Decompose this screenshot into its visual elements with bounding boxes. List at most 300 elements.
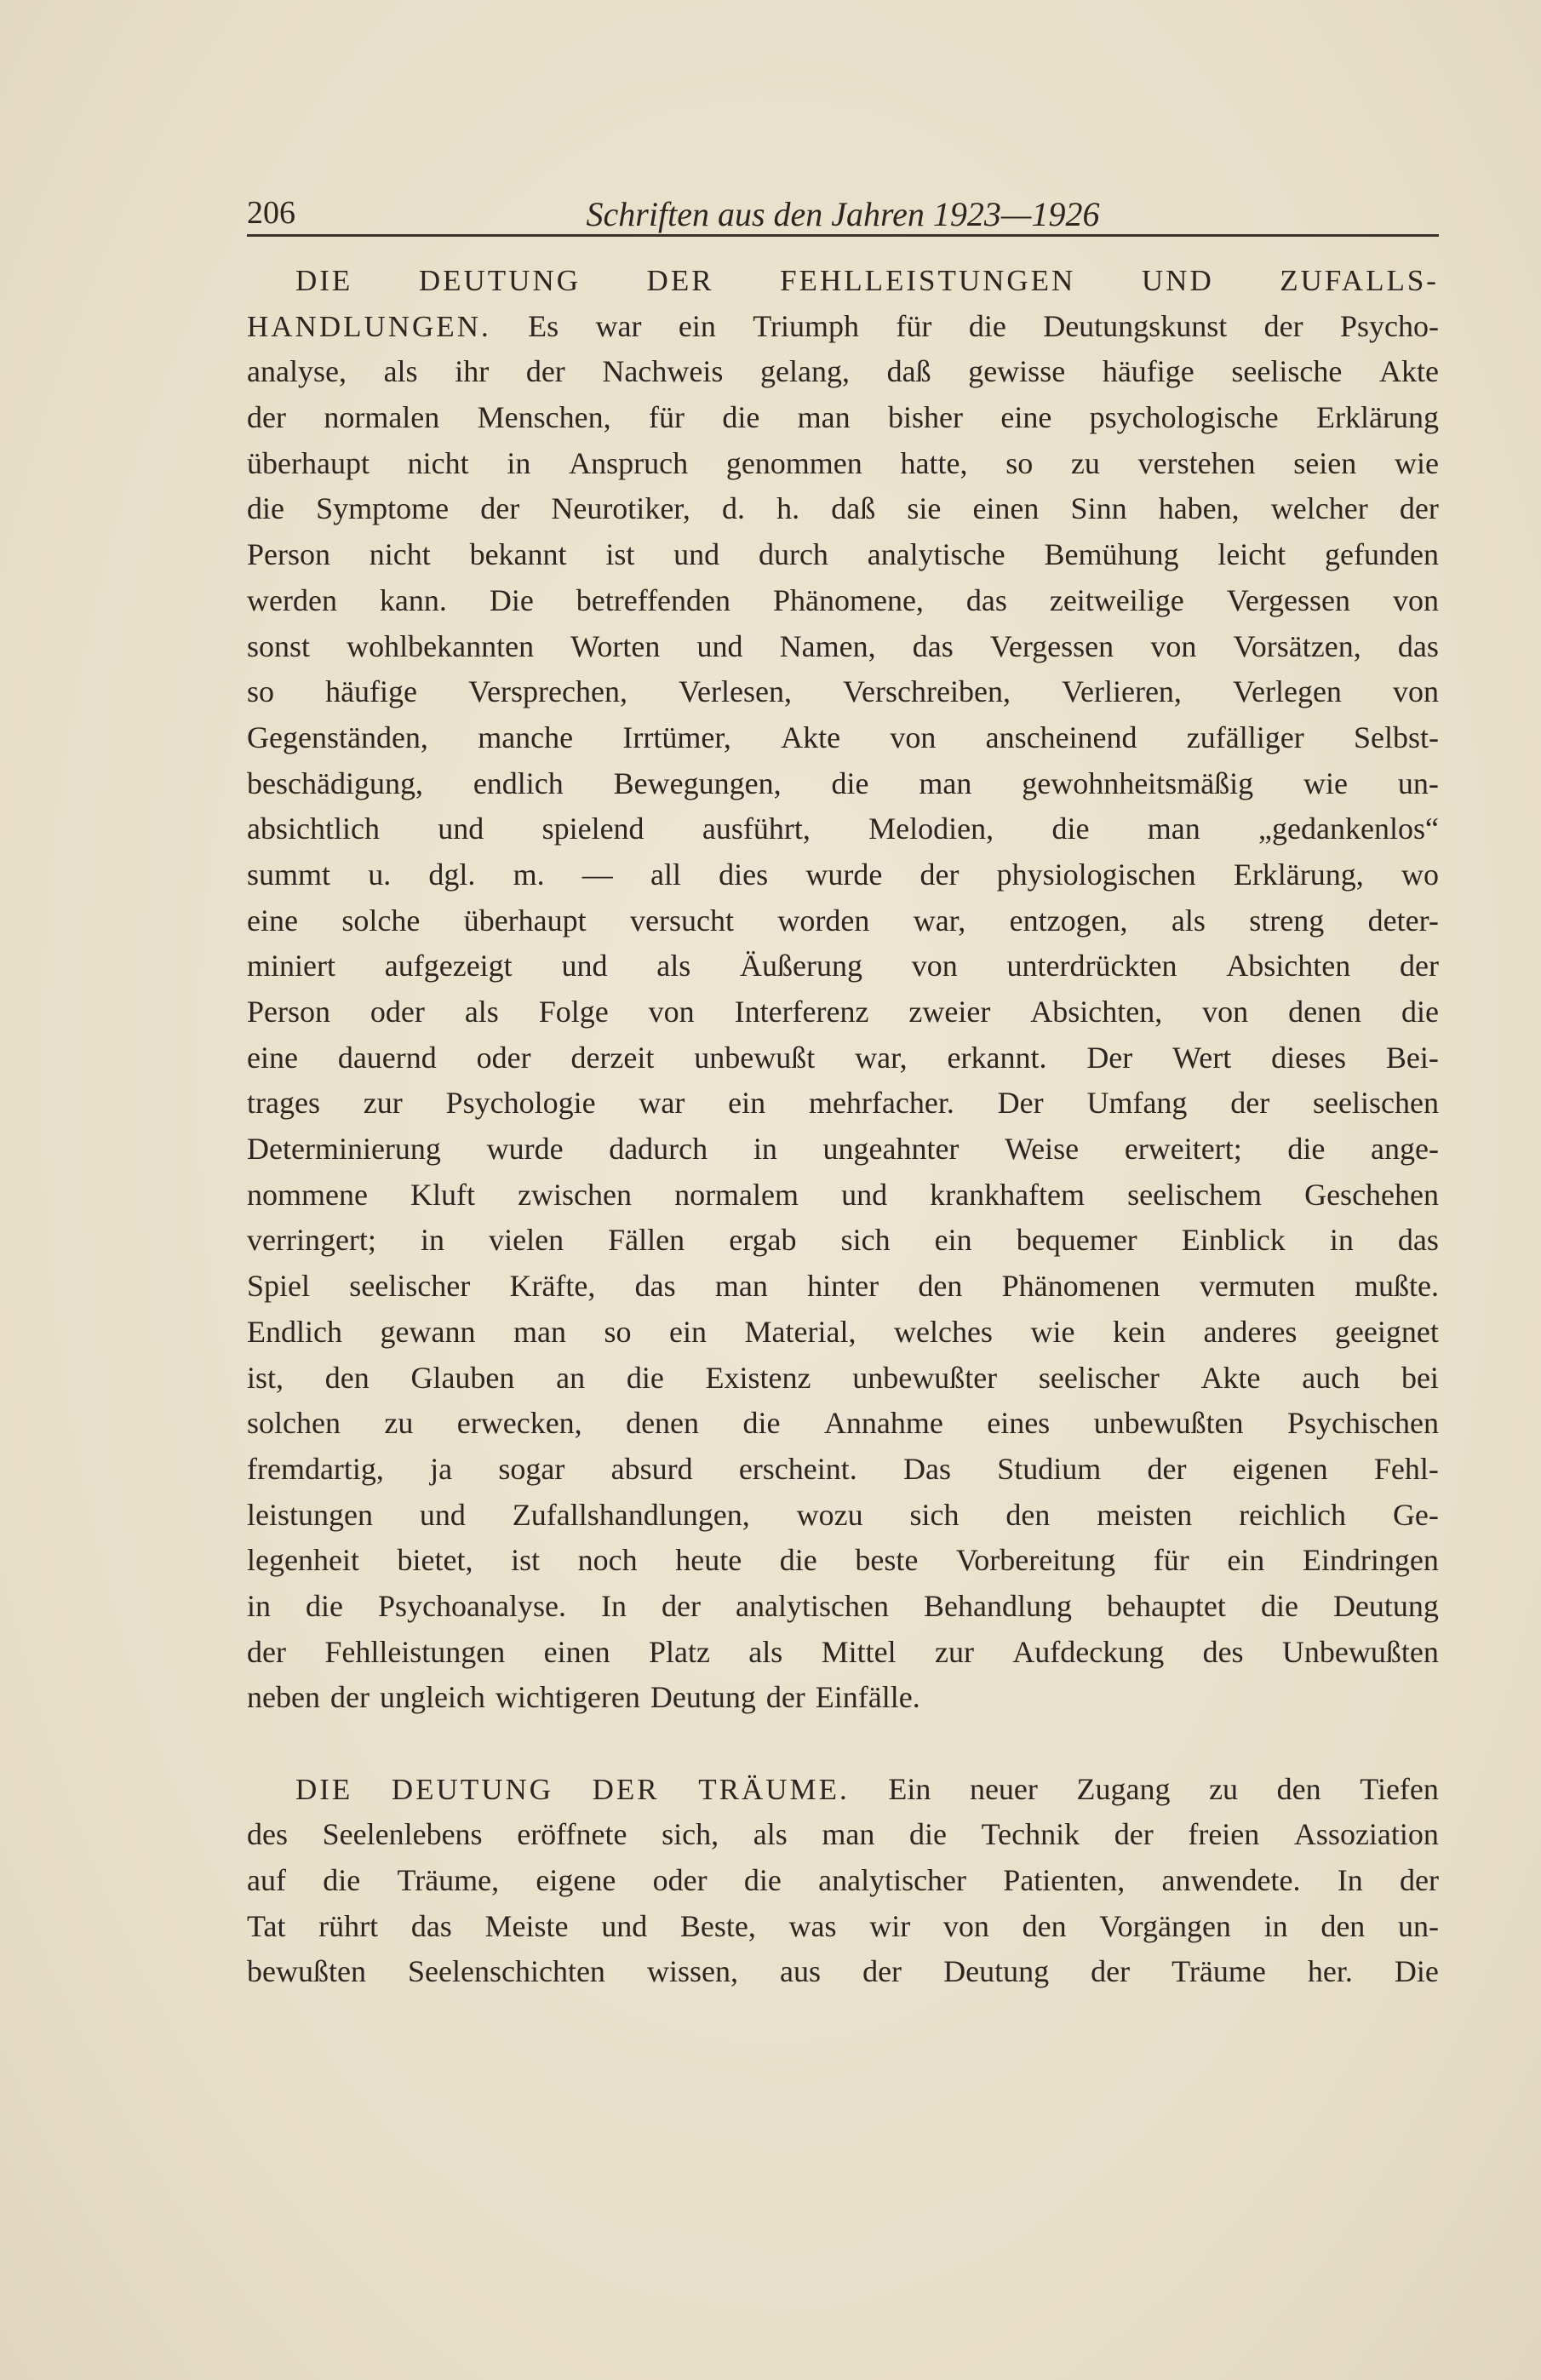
word: miniert bbox=[247, 949, 335, 984]
word: nicht bbox=[369, 537, 431, 572]
word: und bbox=[419, 1497, 466, 1532]
text-line bbox=[247, 1264, 1439, 1310]
word: Anspruch bbox=[569, 445, 689, 480]
text-line bbox=[247, 1538, 1439, 1584]
section-heading-word: DIE bbox=[295, 264, 353, 297]
word: Tiefen bbox=[1360, 1771, 1439, 1806]
word: aufgezeigt bbox=[384, 949, 513, 984]
word: geeignet bbox=[1334, 1314, 1439, 1349]
word: was bbox=[788, 1908, 837, 1943]
word: Person bbox=[247, 995, 330, 1029]
text-line bbox=[247, 349, 1439, 395]
text-line bbox=[247, 1812, 1439, 1858]
word: der bbox=[480, 491, 520, 526]
section-heading-word: DER bbox=[646, 264, 714, 297]
word: seien bbox=[1293, 445, 1357, 480]
word: als bbox=[1171, 903, 1206, 938]
word: m. bbox=[513, 857, 545, 892]
text-line bbox=[247, 669, 1439, 715]
word: daß bbox=[831, 491, 876, 526]
word: Verlesen, bbox=[679, 674, 792, 709]
word: die bbox=[1260, 1588, 1298, 1623]
word: Seelenschichten bbox=[408, 1954, 605, 1989]
word: Unbewußten bbox=[1281, 1634, 1439, 1669]
word: haben, bbox=[1158, 491, 1240, 526]
word: Namen, bbox=[779, 628, 876, 663]
word: als bbox=[748, 1634, 783, 1669]
word: Fehlleistungen bbox=[324, 1634, 506, 1669]
word: oder bbox=[369, 995, 425, 1029]
word: eine bbox=[247, 903, 298, 938]
word: zu bbox=[1209, 1771, 1239, 1806]
word: normalen bbox=[324, 400, 440, 435]
word: Absichten, bbox=[1030, 995, 1163, 1029]
word: der bbox=[662, 1588, 701, 1623]
word: man bbox=[822, 1817, 875, 1852]
word: die bbox=[247, 491, 284, 526]
section-heading-word: DER bbox=[592, 1772, 660, 1806]
word: unbewußter bbox=[852, 1360, 998, 1395]
word: des bbox=[247, 1817, 288, 1852]
word: zu bbox=[384, 1406, 414, 1441]
word: Geschehen bbox=[1304, 1177, 1439, 1212]
word: rührt bbox=[318, 1908, 379, 1943]
word: Patienten, bbox=[1003, 1863, 1126, 1898]
word: wo bbox=[1401, 857, 1439, 892]
word: deter- bbox=[1367, 903, 1439, 938]
word: der bbox=[1400, 949, 1439, 984]
word: endlich bbox=[473, 766, 564, 800]
word: neuer bbox=[969, 1771, 1038, 1806]
word: von bbox=[1392, 674, 1439, 709]
word: Worten bbox=[570, 628, 661, 663]
word: worden bbox=[777, 903, 870, 938]
running-header bbox=[247, 194, 1439, 237]
section-heading-word: FEHLLEISTUNGEN bbox=[780, 264, 1076, 297]
word: von bbox=[1392, 582, 1439, 617]
word: von bbox=[648, 995, 695, 1029]
word: ein bbox=[669, 1314, 707, 1349]
word: die bbox=[1051, 811, 1090, 846]
word: eigenen bbox=[1232, 1451, 1328, 1486]
word: summt bbox=[247, 857, 331, 892]
word: der bbox=[247, 400, 286, 435]
word: Vorgängen bbox=[1099, 1908, 1231, 1943]
word: den bbox=[1022, 1908, 1067, 1943]
word: einen bbox=[972, 491, 1040, 526]
word: Irrtümer, bbox=[622, 720, 731, 754]
section-heading-word: UND bbox=[1141, 264, 1214, 297]
word: zur bbox=[934, 1634, 974, 1669]
text-line bbox=[247, 943, 1439, 989]
page-number: 206 bbox=[247, 195, 295, 231]
word: die bbox=[1287, 1132, 1326, 1167]
word: — bbox=[581, 857, 613, 892]
word: Interferenz bbox=[734, 995, 869, 1029]
word: welches bbox=[893, 1314, 993, 1349]
word: das bbox=[912, 628, 954, 663]
word: analyse, bbox=[247, 354, 347, 389]
text-line bbox=[247, 1584, 1439, 1630]
text-line bbox=[247, 1630, 1439, 1676]
text-line bbox=[247, 1904, 1439, 1950]
text-line bbox=[247, 1493, 1439, 1539]
word: werden bbox=[247, 582, 337, 617]
word: erweitert; bbox=[1124, 1132, 1242, 1167]
word: zwischen bbox=[518, 1177, 633, 1212]
text-line bbox=[247, 624, 1439, 670]
word: fremdartig, bbox=[247, 1451, 384, 1486]
text-line bbox=[247, 1949, 1439, 1995]
word: man bbox=[513, 1314, 566, 1349]
word: für bbox=[1153, 1543, 1189, 1578]
word: Versprechen, bbox=[468, 674, 627, 709]
word: analytischer bbox=[818, 1863, 967, 1898]
word: betreffenden bbox=[576, 582, 731, 617]
word: Selbst- bbox=[1353, 720, 1439, 754]
word: streng bbox=[1249, 903, 1325, 938]
word: Menschen, bbox=[477, 400, 611, 435]
word: ein bbox=[728, 1086, 766, 1121]
word: sich bbox=[909, 1497, 960, 1532]
word: war, bbox=[855, 1040, 908, 1075]
word: den bbox=[1320, 1908, 1366, 1943]
word: beste bbox=[855, 1543, 919, 1578]
word: auch bbox=[1302, 1360, 1361, 1395]
word: legenheit bbox=[247, 1543, 359, 1578]
word: Folge bbox=[538, 995, 609, 1029]
word: Umfang bbox=[1086, 1086, 1188, 1121]
word: Material, bbox=[744, 1314, 856, 1349]
word: der bbox=[1230, 1086, 1270, 1121]
word: oder bbox=[652, 1863, 707, 1898]
word: Vergessen bbox=[989, 628, 1114, 663]
word: Tat bbox=[247, 1908, 286, 1943]
word: Sinn bbox=[1070, 491, 1127, 526]
word: Bemühung bbox=[1044, 537, 1179, 572]
word: Glauben bbox=[410, 1360, 515, 1395]
word: das bbox=[634, 1269, 676, 1304]
word: wozu bbox=[796, 1497, 863, 1532]
word: als bbox=[753, 1817, 788, 1852]
word: Deutung bbox=[943, 1954, 1050, 1989]
text-line bbox=[247, 304, 1439, 350]
word: ist bbox=[605, 537, 635, 572]
word: dieses bbox=[1271, 1040, 1347, 1075]
word: von bbox=[890, 720, 937, 754]
word: hinter bbox=[807, 1269, 879, 1304]
word: seelische bbox=[1231, 354, 1343, 389]
word: die bbox=[1401, 995, 1439, 1029]
word: erkannt. bbox=[947, 1040, 1047, 1075]
word: Person bbox=[247, 537, 330, 572]
word: heute bbox=[675, 1543, 742, 1578]
word: man bbox=[919, 766, 972, 800]
word: Deutung bbox=[650, 1680, 756, 1715]
text-line bbox=[247, 395, 1439, 441]
word: hatte, bbox=[900, 445, 968, 480]
word: aus bbox=[780, 1954, 822, 1989]
word: sich bbox=[840, 1223, 891, 1258]
word: zur bbox=[363, 1086, 403, 1121]
word: kann. bbox=[379, 582, 447, 617]
word: Ge- bbox=[1392, 1497, 1439, 1532]
text-line bbox=[247, 441, 1439, 487]
word: Absichten bbox=[1226, 949, 1351, 984]
word: ungeahnter bbox=[822, 1132, 960, 1167]
word: gewann bbox=[380, 1314, 476, 1349]
word: absurd bbox=[610, 1451, 693, 1486]
word: Seelenlebens bbox=[322, 1817, 483, 1852]
word: Endlich bbox=[247, 1314, 342, 1349]
word: entzogen, bbox=[1009, 903, 1128, 938]
word: eines bbox=[987, 1406, 1051, 1441]
word: ja bbox=[430, 1451, 453, 1486]
text-line bbox=[247, 761, 1439, 807]
word: wie bbox=[1303, 766, 1349, 800]
word: ist bbox=[511, 1543, 541, 1578]
word: dies bbox=[719, 857, 769, 892]
word: seelischem bbox=[1127, 1177, 1263, 1212]
text-line bbox=[247, 1081, 1439, 1127]
word: „gedankenlos“ bbox=[1258, 811, 1439, 846]
word: eröffnete bbox=[517, 1817, 627, 1852]
word: in bbox=[421, 1223, 445, 1258]
word: der bbox=[862, 1954, 902, 1989]
word: eine bbox=[247, 1040, 298, 1075]
word: anwendete. bbox=[1161, 1863, 1301, 1898]
word: wohlbekannten bbox=[347, 628, 535, 663]
word: das bbox=[965, 582, 1007, 617]
word: normalem bbox=[674, 1177, 799, 1212]
word: in bbox=[753, 1132, 777, 1167]
word: häufige bbox=[1102, 354, 1194, 389]
word: analytischen bbox=[736, 1588, 889, 1623]
word: her. bbox=[1307, 1954, 1353, 1989]
text-line bbox=[247, 1356, 1439, 1402]
word: sogar bbox=[498, 1451, 565, 1486]
word: Der bbox=[1086, 1040, 1133, 1075]
word: Erklärung, bbox=[1233, 857, 1364, 892]
word: genommen bbox=[725, 445, 862, 480]
word: In bbox=[601, 1588, 627, 1623]
word: Psycho- bbox=[1339, 308, 1439, 343]
word: ergab bbox=[729, 1223, 797, 1258]
word: dgl. bbox=[428, 857, 476, 892]
word: derzeit bbox=[570, 1040, 655, 1075]
word: Triumph bbox=[753, 308, 860, 343]
word: in bbox=[507, 445, 531, 480]
word: Äußerung bbox=[740, 949, 862, 984]
word: die bbox=[968, 308, 1006, 343]
word: war bbox=[639, 1086, 685, 1121]
word: unterdrückten bbox=[1006, 949, 1177, 984]
word: Studium bbox=[997, 1451, 1102, 1486]
text-line bbox=[247, 1035, 1439, 1081]
word: unbewußt bbox=[694, 1040, 816, 1075]
word: Zufallshandlungen, bbox=[512, 1497, 750, 1532]
text-line bbox=[247, 1447, 1439, 1493]
word: bei bbox=[1401, 1360, 1439, 1395]
word: man bbox=[714, 1269, 768, 1304]
text-line bbox=[247, 1767, 1439, 1813]
word: der bbox=[329, 1680, 369, 1715]
word: unbewußten bbox=[1093, 1406, 1244, 1441]
word: überhaupt bbox=[247, 445, 369, 480]
word: von bbox=[942, 1908, 989, 1943]
word: u. bbox=[368, 857, 392, 892]
word: Vergessen bbox=[1226, 582, 1351, 617]
text-line bbox=[247, 1858, 1439, 1904]
word: als bbox=[656, 949, 691, 984]
word: Träume bbox=[1172, 1954, 1266, 1989]
word: für bbox=[648, 400, 685, 435]
section-heading-word: ZUFALLS- bbox=[1280, 264, 1439, 297]
word: all bbox=[650, 857, 681, 892]
section-heading-word: DEUTUNG bbox=[418, 264, 581, 297]
word: Zugang bbox=[1076, 1771, 1171, 1806]
word: Melodien, bbox=[868, 811, 994, 846]
word: meisten bbox=[1097, 1497, 1193, 1532]
text-line bbox=[247, 1127, 1439, 1173]
word: Deutung bbox=[1332, 1588, 1439, 1623]
word: wichtigeren bbox=[495, 1680, 640, 1715]
word: für bbox=[896, 308, 932, 343]
word: Es bbox=[528, 308, 559, 343]
word: Bewegungen, bbox=[613, 766, 782, 800]
word: Mittel bbox=[821, 1634, 897, 1669]
word: die bbox=[323, 1863, 361, 1898]
word: Neurotiker, bbox=[551, 491, 690, 526]
word: als bbox=[383, 354, 418, 389]
word: ausführt, bbox=[702, 811, 811, 846]
section-heading-word: HANDLUNGEN. bbox=[247, 309, 491, 343]
section-heading-word: DEUTUNG bbox=[391, 1772, 554, 1806]
word: un- bbox=[1398, 1908, 1439, 1943]
word: behauptet bbox=[1106, 1588, 1226, 1623]
word: Assoziation bbox=[1293, 1817, 1439, 1852]
word: wurde bbox=[486, 1132, 564, 1167]
word: von bbox=[911, 949, 958, 984]
word: Wert bbox=[1172, 1040, 1232, 1075]
word: ungleich bbox=[379, 1680, 485, 1715]
word: Weise bbox=[1005, 1132, 1080, 1167]
word: gewisse bbox=[968, 354, 1066, 389]
word: man bbox=[797, 400, 851, 435]
word: zufälliger bbox=[1186, 720, 1304, 754]
word: zu bbox=[1070, 445, 1100, 480]
text-line bbox=[247, 1218, 1439, 1264]
word: eine bbox=[1000, 400, 1052, 435]
word: erwecken, bbox=[456, 1406, 582, 1441]
text-line bbox=[247, 578, 1439, 624]
word: die bbox=[722, 400, 760, 435]
word: der bbox=[525, 354, 565, 389]
word: ange- bbox=[1371, 1132, 1439, 1167]
word: die bbox=[742, 1406, 781, 1441]
word: als bbox=[464, 995, 499, 1029]
word: Psychischen bbox=[1286, 1406, 1439, 1441]
word: Eindringen bbox=[1302, 1543, 1439, 1578]
word: das bbox=[1397, 628, 1439, 663]
word: der bbox=[1114, 1817, 1154, 1852]
word: Verlieren, bbox=[1062, 674, 1182, 709]
word: Der bbox=[997, 1086, 1044, 1121]
word: von bbox=[1150, 628, 1197, 663]
word: mußte. bbox=[1355, 1269, 1439, 1304]
word: Träume, bbox=[397, 1863, 500, 1898]
word: Beste, bbox=[679, 1908, 756, 1943]
text-line bbox=[247, 715, 1439, 761]
word: Erklärung bbox=[1316, 400, 1439, 435]
section-heading-word: DIE bbox=[295, 1772, 353, 1806]
word: ein bbox=[934, 1223, 972, 1258]
text-line bbox=[247, 1310, 1439, 1356]
word: war, bbox=[913, 903, 966, 938]
word: seelischer bbox=[349, 1269, 471, 1304]
word: eigene bbox=[536, 1863, 616, 1898]
text-line bbox=[247, 258, 1439, 304]
word: Fällen bbox=[608, 1223, 685, 1258]
word: denen bbox=[626, 1406, 700, 1441]
word: Vorsätzen, bbox=[1233, 628, 1361, 663]
word: daß bbox=[886, 354, 931, 389]
word: durch bbox=[758, 537, 828, 572]
word: denen bbox=[1288, 995, 1362, 1029]
word: bekannt bbox=[469, 537, 567, 572]
running-title: Schriften aus den Jahren 1923—1926 bbox=[586, 195, 1100, 233]
word: physiologischen bbox=[996, 857, 1196, 892]
word: Gegenständen, bbox=[247, 720, 428, 754]
word: Ein bbox=[888, 1771, 931, 1806]
word: wie bbox=[1394, 445, 1439, 480]
word: der bbox=[1091, 1954, 1131, 1989]
word: den bbox=[1276, 1771, 1321, 1806]
word: Kluft bbox=[410, 1177, 476, 1212]
word: Kräfte, bbox=[509, 1269, 596, 1304]
word: freien bbox=[1188, 1817, 1260, 1852]
word: die bbox=[909, 1817, 948, 1852]
word: Einfälle. bbox=[815, 1680, 920, 1715]
word: solchen bbox=[247, 1406, 341, 1441]
word: wir bbox=[869, 1908, 911, 1943]
word: sie bbox=[907, 491, 942, 526]
word: zweier bbox=[908, 995, 991, 1029]
word: ein bbox=[678, 308, 716, 343]
word: Existenz bbox=[705, 1360, 811, 1395]
text-line bbox=[247, 806, 1439, 852]
word: Die bbox=[489, 582, 534, 617]
word: überhaupt bbox=[463, 903, 587, 938]
word: psychologische bbox=[1089, 400, 1279, 435]
word: Verlegen bbox=[1232, 674, 1342, 709]
word: manche bbox=[478, 720, 574, 754]
word: nommene bbox=[247, 1177, 368, 1212]
text-line bbox=[247, 898, 1439, 944]
word: vermuten bbox=[1199, 1269, 1315, 1304]
word: Fehl- bbox=[1373, 1451, 1439, 1486]
word: nicht bbox=[407, 445, 469, 480]
word: war bbox=[595, 308, 642, 343]
word: noch bbox=[577, 1543, 638, 1578]
word: oder bbox=[476, 1040, 531, 1075]
word: analytische bbox=[867, 537, 1005, 572]
word: gefunden bbox=[1325, 537, 1439, 572]
word: beschädigung, bbox=[247, 766, 423, 800]
word: anscheinend bbox=[985, 720, 1137, 754]
word: sich, bbox=[662, 1817, 719, 1852]
text-line bbox=[247, 1173, 1439, 1219]
